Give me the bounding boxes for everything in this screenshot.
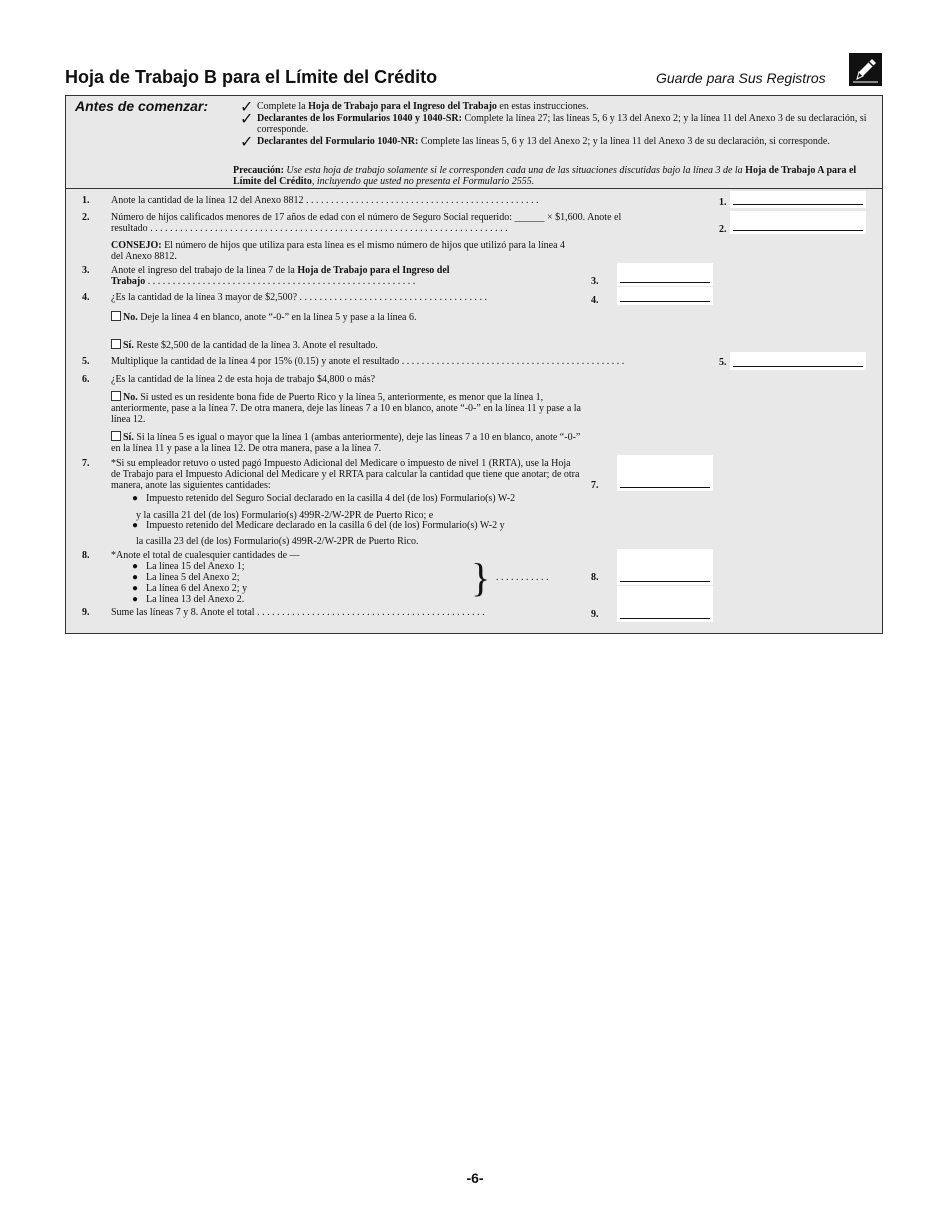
line-8-ref: 8. [591,572,599,583]
line-7-bullet-1a: Impuesto retenido del Seguro Social declarado en la casilla 4 del (de los) Formulario(s) W-2 [146,493,516,504]
line-8-input[interactable] [617,549,713,585]
line-6-yes-option: Sí. Si la línea 5 es igual o mayor que la línea 1 (ambas anteriormente), deje las líneas 7 a 10 en blanco, anote “-0-” en la línea 11 y pase a la línea 12. De otra manera, pase a la línea 7. [111,432,581,454]
line-7-text: *Si su empleador retuvo o usted pagó Impuesto Adicional del Medicare o impuesto de nivel 1 (RRTA), use la Hoja de Trabajo para el Impuesto Adicional del Medicare y el RRTA para calcular la cantidad que tiene que anotar; de otra manera, anote las siguientes cantidades: [111,458,580,491]
line-9-text: Sume las líneas 7 y 8. Anote el total . . . . . . . . . . . . . . . . . . . . . . . . . . . . . . . . . . . . . . . . . . . . . . [111,607,485,618]
line-3-text: Anote el ingreso del trabajo de la línea 7 de la Hoja de Trabajo para el Ingreso del Trabajo . . . . . . . . . . . . . . . . . . . . . . . . . . . . . . . . . . . . . . . . . . . . . . . . . . . . . . [111,265,450,287]
line-4-number: 4. [82,292,90,303]
line-7-input[interactable] [617,455,713,491]
line-3-input[interactable] [617,263,713,286]
before-item-1: Complete la Hoja de Trabajo para el Ingreso del Trabajo en estas instrucciones. [257,101,589,112]
no-checkbox[interactable] [111,391,121,401]
before-item-2: Declarantes de los Formularios 1040 y 1040-SR: Complete la línea 27; las líneas 5, 6 y 13 del Anexo 2; y la línea 11 del Anexo 3 de su declaración, si corresponde. [257,113,867,135]
line-3-number: 3. [82,265,90,276]
line-9-ref: 9. [591,609,599,620]
line-6-no-option: No. Si usted es un residente bona fide de Puerto Rico y la línea 5, anteriormente, es menor que la línea 1, anteriormente, pase a la línea 7. De otra manera, deje las líneas 7 a 10 en blanco, anote “-0-” en la línea 11 y pase a la línea 12. [111,392,581,425]
caution-note: Precaución: Use esta hoja de trabajo solamente si le corresponden cada una de las situaciones discutidas bajo la línea 3 de la Hoja de Trabajo A para el Límite del Crédito, incluyendo que usted no presenta el Formulario 2555. [233,165,857,187]
yes-checkbox[interactable] [111,431,121,441]
line-2-ref: 2. [719,224,727,235]
line-1-input[interactable] [730,191,866,208]
line-4-ref: 4. [591,295,599,306]
line-9-number: 9. [82,607,90,618]
line-7-number: 7. [82,458,90,469]
line-2-number: 2. [82,212,90,223]
line-4-no-option: No. Deje la línea 4 en blanco, anote “-0-” en la línea 5 y pase a la línea 6. [111,311,441,323]
worksheet-title: Hoja de Trabajo B para el Límite del Crédito [65,67,438,87]
tip-note: CONSEJO: El número de hijos que utiliza para esta línea es el mismo número de hijos que utilizó para la línea 4 del Anexo 8812. [111,240,566,262]
checkmark-icon: ✓ [240,99,254,116]
line-8-text: *Anote el total de cualesquier cantidades de — [111,550,300,561]
line-1-ref: 1. [719,197,727,208]
line-5-text: Multiplique la cantidad de la línea 4 por 15% (0.15) y anote el resultado . . . . . . . . . . . . . . . . . . . . . . . . . . . . . . . . . . . . . . . . . . . . . [111,356,625,367]
line-1-number: 1. [82,195,90,206]
checkmark-icon: ✓ [240,111,254,128]
line-7-ref: 7. [591,480,599,491]
no-checkbox[interactable] [111,311,121,321]
line-4-input[interactable] [617,287,713,305]
before-item-3: Declarantes del Formulario 1040-NR: Complete las líneas 5, 6 y 13 del Anexo 2; y la línea 11 del Anexo 3 de su declaración, si corresponde. [257,136,830,147]
line-7-bullet-2a: Impuesto retenido del Medicare declarado en la casilla 6 del (de los) Formulario(s) W-2 y [146,520,505,531]
line-1-text: Anote la cantidad de la línea 12 del Anexo 8812 . . . . . . . . . . . . . . . . . . . . . . . . . . . . . . . . . . . . . . . . . . . . . . . [111,195,539,206]
line-3-ref: 3. [591,276,599,287]
line-6-text: ¿Es la cantidad de la línea 2 de esta hoja de trabajo $4,800 o más? [111,374,376,385]
bullet-icon: ● [132,583,139,594]
line-7-bullet-1b: y la casilla 21 del (de los) Formulario(s) 499R-2/W-2PR de Puerto Rico; e [136,510,434,521]
bullet-icon: ● [132,520,139,531]
page-number: -6- [466,1170,484,1186]
line-7-bullet-2b: la casilla 23 del (de los) Formulario(s) 499R-2/W-2PR de Puerto Rico. [136,536,419,547]
pencil-icon [849,53,882,86]
line-4-yes-option: Sí. Reste $2,500 de la cantidad de la línea 3. Anote el resultado. [111,339,441,351]
line-5-ref: 5. [719,357,727,368]
worksheet-box [65,95,883,634]
line-4-text: ¿Es la cantidad de la línea 3 mayor de $2,500? . . . . . . . . . . . . . . . . . . . . . . . . . . . . . . . . . . . . . . [111,292,488,303]
checkmark-icon: ✓ [240,134,254,151]
line-8-item-1: La línea 15 del Anexo 1; [146,561,245,572]
yes-checkbox[interactable] [111,339,121,349]
bullet-icon: ● [132,572,139,583]
line-8-item-4: La línea 13 del Anexo 2. [146,594,245,605]
bullet-icon: ● [132,561,139,572]
line-5-input[interactable] [730,352,866,370]
line-2-input[interactable] [730,211,866,234]
line-6-number: 6. [82,374,90,385]
brace-icon: } [471,555,491,600]
line-5-number: 5. [82,356,90,367]
line-9-input[interactable] [617,586,713,622]
line-8-leader-dots: . . . . . . . . . . . [496,572,549,583]
keep-for-records-note: Guarde para Sus Registros [656,70,826,86]
line-8-item-3: La línea 6 del Anexo 2; y [146,583,248,594]
bullet-icon: ● [132,594,139,605]
bullet-icon: ● [132,493,139,504]
line-8-number: 8. [82,550,90,561]
section-divider [66,188,882,189]
before-you-begin-label: Antes de comenzar: [75,98,209,114]
line-2-text: Número de hijos calificados menores de 17 años de edad con el número de Seguro Social requerido: ______ × $1,600. Anote el resultado . . . . . . . . . . . . . . . . . . . . . . . . . . . . . . . . . . . . . . . . . . . . . . . . . . . . . . . . . . . . . . . . . . . . . . . . [111,212,622,234]
line-8-item-2: La línea 5 del Anexo 2; [146,572,240,583]
